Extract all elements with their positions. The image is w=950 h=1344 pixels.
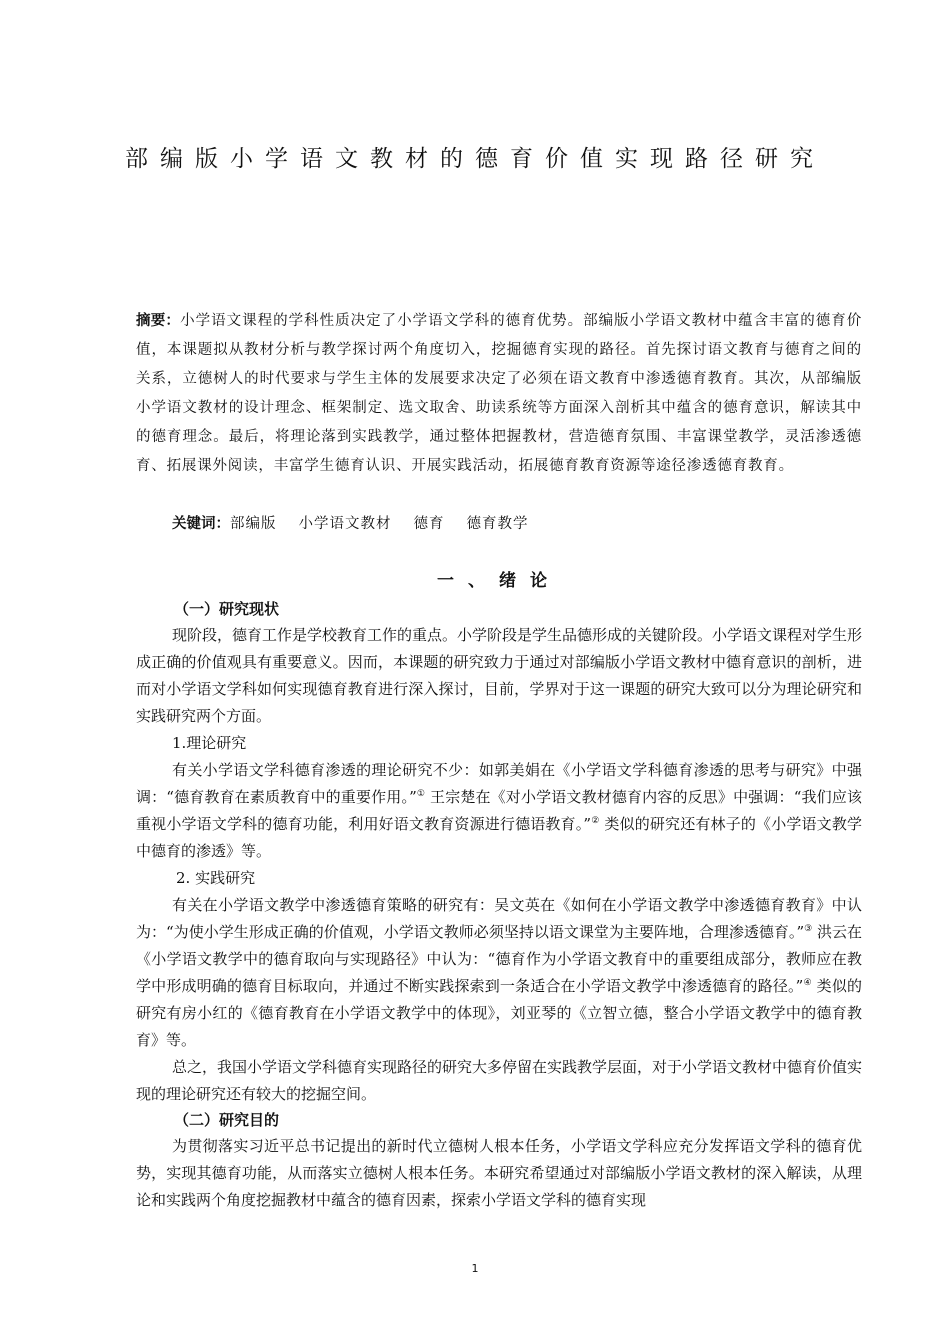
paragraph (136, 757, 862, 865)
footnote-ref[interactable]: ① (416, 789, 426, 799)
section-heading: 一、绪论 (437, 571, 561, 591)
keywords-label: 关键词： (172, 516, 230, 532)
subsection-heading: （一）研究现状 (174, 600, 280, 618)
paragraph: 为贯彻落实习近平总书记提出的新时代立德树人根本任务，小学语文学科应充分发挥语文学科的德育优势，实现其德育功能，从而落实立德树人根本任务。本研究希望通过对部编版小学语文教材的深入解读，从理论和实践两个角度挖掘教材中蕴含的德育因素，探索小学语文学科的德育实现 (136, 1137, 862, 1209)
paragraph (136, 892, 862, 1054)
abstract-text: 小学语文课程的学科性质决定了小学语文学科的德育优势。部编版小学语文教材中蕴含丰富的德育价值，本课题拟从教材分析与教学探讨两个角度切入，挖掘德育实现的路径。首先探讨语文教育与德育之间的关系，立德树人的时代要求与学生主体的发展要求决定了必须在语文教育中渗透德育教育。其次，从部编版小学语文教材的设计理念、框架制定、选文取舍、助读系统等方面深入剖析其中蕴含的德育意识，解读其中的德育理念。最后，将理论落到实践教学，通过整体把握教材，营造德育氛围、丰富课堂教学，灵活渗透德育、拓展课外阅读，丰富学生德育认识、开展实践活动，拓展德育教育资源等途径渗透德育教育。 (136, 313, 862, 474)
keywords (172, 512, 862, 536)
paragraph-text: 类似的研究有房小红的《德育教育在小学语文教学中的体现》，刘亚琴的《立智立德，整合小学语文教学中的德育教育》等。 (136, 977, 862, 1049)
page-number: 1 (471, 1262, 479, 1275)
paper-title: 部编版小学语文教材的德育价值实现路径研究 (125, 146, 825, 172)
paragraph-text: 类似的研究还有林子的《小学语文教学中德育的渗透》等。 (136, 815, 863, 860)
paragraph-text: 有关小学语文学科德育渗透的理论研究不少：如郭美娟在《小学语文学科德育渗透的思考与研究》中强调：“德育教育在素质教育中的重要作用。” (136, 761, 862, 806)
paragraph-text: 有关在小学语文教学中渗透德育策略的研究有：吴文英在《如何在小学语文教学中渗透德育教育》中认为：“为使小学生形成正确的价值观，小学语文教师必须坚持以语文课堂为主要阵地，合理渗透德育。” (136, 896, 862, 941)
keyword-item: 部编版 (230, 516, 277, 532)
paragraph: 现阶段，德育工作是学校教育工作的重点。小学阶段是学生品德形成的关键阶段。小学语文课程对学生形成正确的价值观具有重要意义。因而，本课题的研究致力于通过对部编版小学语文教材中德育意识的剖析，进而对小学语文学科如何实现德育教育进行深入探讨，目前，学界对于这一课题的研究大致可以分为理论研究和实践研究两个方面。 (136, 626, 863, 725)
footnote-ref[interactable]: ④ (803, 978, 812, 988)
keyword-item: 德育 (413, 516, 445, 532)
abstract (136, 307, 862, 481)
paragraph: 总之，我国小学语文学科德育实现路径的研究大多停留在实践教学层面，对于小学语文教材中德育价值实现的理论研究还有较大的挖掘空间。 (136, 1058, 863, 1103)
keyword-item: 德育教学 (466, 516, 529, 532)
footnote-ref[interactable]: ③ (804, 924, 813, 934)
abstract-label: 摘要： (136, 313, 181, 329)
paragraph-text: 王宗楚在《对小学语文教材德育内容的反思》中强调：“我们应该重视小学语文学科的德育功能，利用好语文教育资源进行德语教育。” (136, 788, 862, 833)
subsubsection-heading: 1.理论研究 (172, 734, 247, 752)
paragraph-text: 洪云在《小学语文教学中的德育取向与实现路径》中认为：“德育作为小学语文教育中的重要组成部分，教师应在教学中形成明确的德育目标取向，并通过不断实践探索到一条适合在小学语文教学中渗透德育的路径。” (136, 923, 862, 995)
main-body (136, 565, 862, 1214)
footnote-ref[interactable]: ② (591, 816, 600, 826)
subsection-heading: （二）研究目的 (174, 1111, 280, 1129)
keyword-item: 小学语文教材 (298, 516, 392, 532)
subsubsection-heading: 2. 实践研究 (176, 869, 256, 887)
